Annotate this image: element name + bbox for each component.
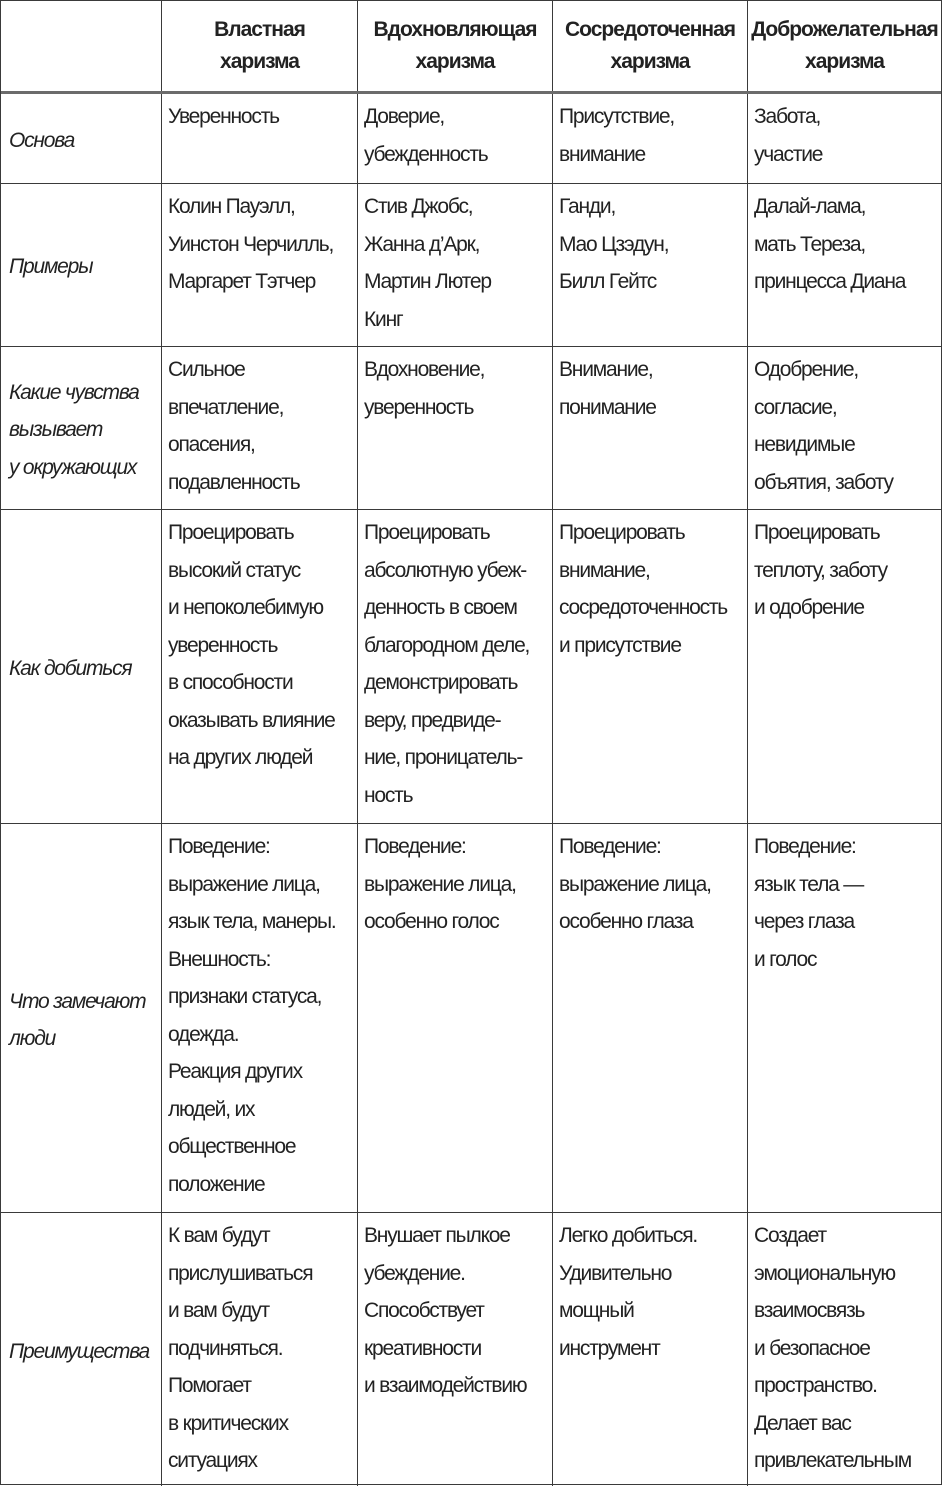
row-label: Основа xyxy=(1,94,162,183)
header-focus-charisma: Сосредоточенная харизма xyxy=(553,1,748,91)
table-cell: Проецировать внимание, сосредоточенность и присутствие xyxy=(553,510,748,823)
table-cell: Стив Джобс, Жанна д’Арк, Мартин Лютер Кинг xyxy=(358,184,553,346)
table-row-advantages xyxy=(1,1213,941,1486)
row-label: Преимущества xyxy=(1,1213,162,1486)
table-cell: Поведение: выражение лица, язык тела, манеры. Внешность: признаки статуса, одежда. Реакция других людей, их общественное положение xyxy=(162,824,358,1212)
table-cell: Доверие, убежденность xyxy=(358,94,553,183)
table-cell: Далай-лама, мать Тереза, принцесса Диана xyxy=(754,195,906,293)
table-cell: Вдохновение, уверенность xyxy=(358,347,553,509)
row-label: Как добиться xyxy=(1,510,162,823)
table-cell: Колин Пауэлл, Уинстон Черчилль, Маргарет Тэтчер xyxy=(162,184,358,346)
table-cell: Проецировать высокий статус и непоколебимую уверенность в способности оказывать влияние на других людей xyxy=(162,510,358,823)
table-cell: Забота, участие xyxy=(754,105,823,166)
table-cell: Внимание, понимание xyxy=(553,347,748,509)
table-cell: Присутствие, внимание xyxy=(553,94,748,183)
header-visionary-charisma: Вдохновляющая харизма xyxy=(358,1,553,91)
table-cell: К вам будут прислушиваться и вам будут подчиняться. Помогает в критических ситуациях xyxy=(162,1213,358,1486)
table-cell: Проецировать абсолютную убеж- денность в своем благородном деле, демонстрировать веру, предвиде- ние, проницатель- ность xyxy=(358,510,553,823)
header-authority-charisma: Властная харизма xyxy=(162,1,358,91)
table-cell: Создает эмоциональную взаимосвязь и безопасное пространство. Делает вас привлекательным xyxy=(754,1224,911,1472)
header-corner-cell xyxy=(1,1,162,91)
table-cell: Сильное впечатление, опасения, подавленность xyxy=(162,347,358,509)
table-cell: Легко добиться. Удивительно мощный инструмент xyxy=(553,1213,748,1486)
header-kindness-charisma: Доброжелательная харизма xyxy=(751,18,938,73)
table-row-how-to-achieve xyxy=(1,510,941,824)
table-row-examples xyxy=(1,184,941,347)
row-label: Какие чувства вызывает у окружающих xyxy=(1,347,162,509)
table-cell: Внушает пылкое убеждение. Способствует креативности и взаимодействию xyxy=(358,1213,553,1486)
table-cell: Проецировать теплоту, заботу и одобрение xyxy=(754,521,887,619)
table-row-what-people-notice xyxy=(1,824,941,1213)
row-label: Что замечают люди xyxy=(1,824,162,1212)
table-cell: Ганди, Мао Цзэдун, Билл Гейтс xyxy=(553,184,748,346)
row-label: Примеры xyxy=(1,184,162,346)
table-cell: Одобрение, согласие, невидимые объятия, заботу xyxy=(754,358,893,494)
table-row-basis xyxy=(1,94,941,184)
table-row-feelings xyxy=(1,347,941,510)
table-cell: Поведение: выражение лица, особенно глаза xyxy=(553,824,748,1212)
table-cell: Уверенность xyxy=(162,94,358,183)
table-cell: Поведение: выражение лица, особенно голос xyxy=(358,824,553,1212)
table-cell: Поведение: язык тела — через глаза и голос xyxy=(754,835,864,971)
header-row xyxy=(1,1,941,94)
